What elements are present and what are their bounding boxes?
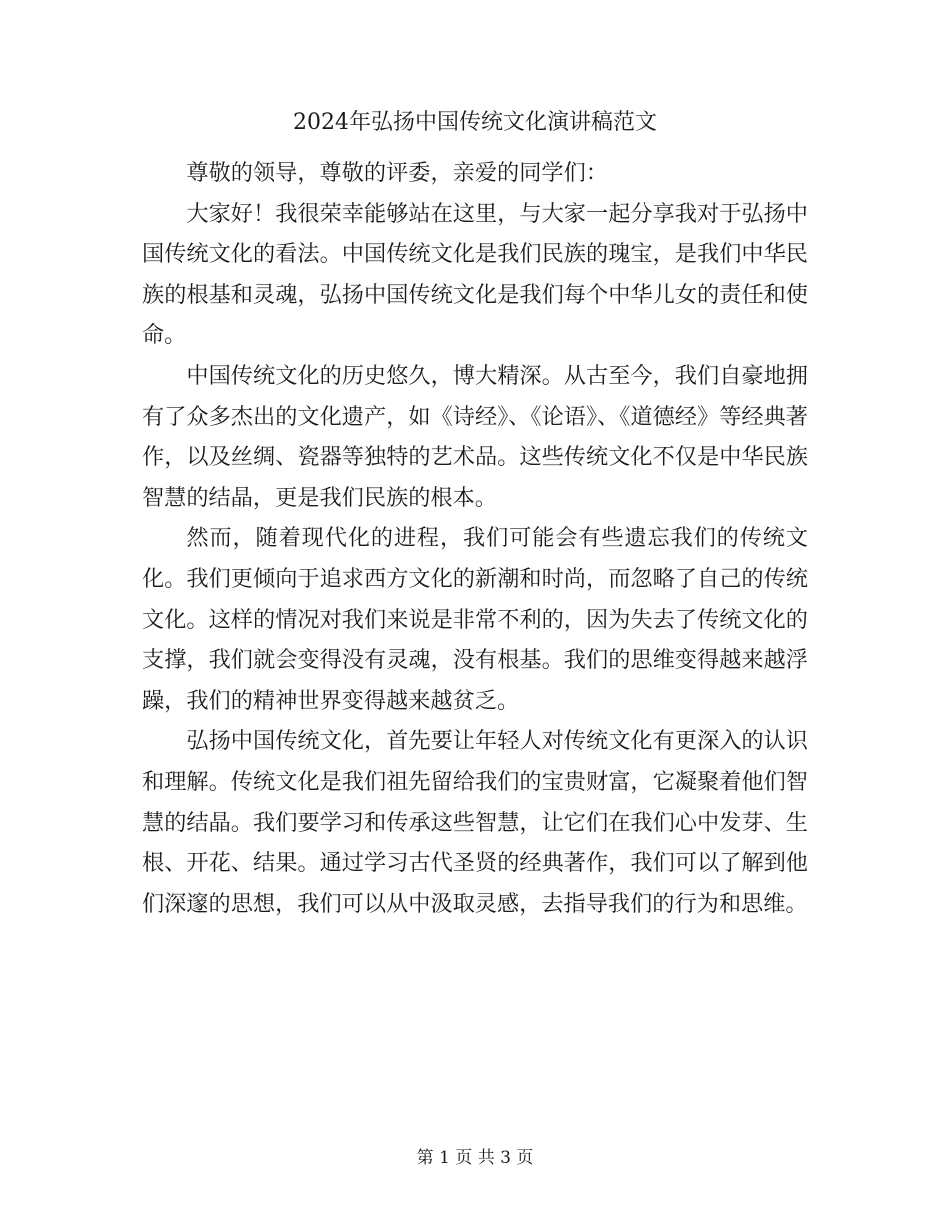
body-paragraph: 然而，随着现代化的进程，我们可能会有些遗忘我们的传统文化。我们更倾向于追求西方文化的新潮和时尚，而忽略了自己的传统文化。这样的情况对我们来说是非常不利的，因为失去了传统文化的支撑，我们就会变得没有灵魂，没有根基。我们的思维变得越来越浮躁，我们的精神世界变得越来越贫乏。 (142, 525, 808, 714)
document-body (142, 153, 808, 924)
body-paragraph: 大家好！我很荣幸能够站在这里，与大家一起分享我对于弘扬中国传统文化的看法。中国传统文化是我们民族的瑰宝，是我们中华民族的根基和灵魂，弘扬中国传统文化是我们每个中华儿女的责任和使命。 (142, 200, 808, 349)
page-number-footer: 第 1 页 共 3 页 (416, 1148, 534, 1168)
body-paragraph: 中国传统文化的历史悠久，博大精深。从古至今，我们自豪地拥有了众多杰出的文化遗产，如《诗经》、《论语》、《道德经》等经典著作，以及丝绸、瓷器等独特的艺术品。这些传统文化不仅是中华民族智慧的结晶，更是我们民族的根本。 (142, 362, 808, 511)
salutation-paragraph: 尊敬的领导，尊敬的评委，亲爱的同学们： (186, 160, 608, 186)
body-paragraph: 弘扬中国传统文化，首先要让年轻人对传统文化有更深入的认识和理解。传统文化是我们祖先留给我们的宝贵财富，它凝聚着他们智慧的结晶。我们要学习和传承这些智慧，让它们在我们心中发芽、生根、开花、结果。通过学习古代圣贤的经典著作，我们可以了解到他们深邃的思想，我们可以从中汲取灵感，去指导我们的行为和思维。 (142, 728, 808, 917)
document-title: 2024年弘扬中国传统文化演讲稿范文 (293, 110, 657, 135)
